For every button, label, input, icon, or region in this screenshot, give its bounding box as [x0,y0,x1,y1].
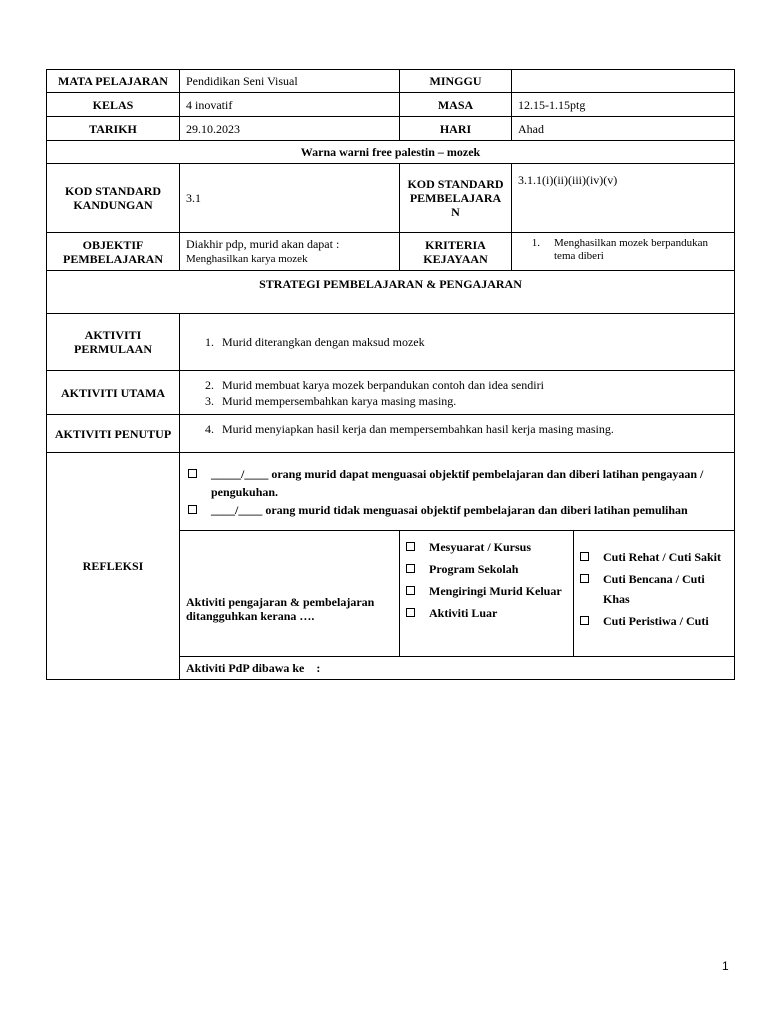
opening-activity-list [192,334,728,350]
checkbox-icon[interactable] [580,574,589,583]
option-disaster-leave: Cuti Bencana / Cuti Khas [580,569,728,609]
postponed-options-col2 [574,531,735,657]
row-class [47,93,735,117]
checkbox-icon[interactable] [188,469,197,478]
page-number: 1 [722,959,729,973]
subject-value: Pendidikan Seni Visual [180,70,400,93]
reflection-label: REFLEKSI [47,453,180,680]
option-meeting: Mesyuarat / Kursus [406,537,567,557]
objective-label: OBJEKTIF PEMBELAJARAN [47,233,180,271]
opening-activity-cell [180,314,735,371]
subject-label: MATA PELAJARAN [47,70,180,93]
row-strategy-heading [47,271,735,314]
checkbox-icon[interactable] [580,616,589,625]
learning-standard-value: 3.1.1(i)(ii)(iii)(iv)(v) [512,164,735,233]
option-leave-sick: Cuti Rehat / Cuti Sakit [580,547,728,567]
class-value: 4 inovatif [180,93,400,117]
time-label: MASA [400,93,512,117]
week-label: MINGGU [400,70,512,93]
closing-activity-label: AKTIVITI PENUTUP [47,415,180,453]
checkbox-icon[interactable] [406,564,415,573]
learning-standard-label: KOD STANDARD PEMBELAJARA N [400,164,512,233]
checkbox-icon[interactable] [406,586,415,595]
option-escort-students: Mengiringi Murid Keluar [406,581,567,601]
objective-line-1: Diakhir pdp, murid akan dapat : [186,237,340,251]
list-item: 1. Murid diterangkan dengan maksud mozek [205,335,425,349]
option-school-program: Program Sekolah [406,559,567,579]
objective-line-2: Menghasilkan karya mozek [186,253,308,265]
class-label: KELAS [47,93,180,117]
closing-activity-cell [180,415,735,453]
checkbox-icon[interactable] [406,542,415,551]
carried-over-label: Aktiviti PdP dibawa ke : [180,657,735,680]
row-closing-activity [47,415,735,453]
main-activity-cell [180,371,735,415]
topic-title: Warna warni free palestin – mozek [47,141,735,164]
criteria-cell [512,233,735,271]
list-item: 3. Murid mempersembahkan karya masing masing. [205,393,457,408]
main-activity-label: AKTIVITI UTAMA [47,371,180,415]
main-activity-list [192,377,728,409]
day-label: HARI [400,117,512,141]
row-standards [47,164,735,233]
row-reflection-mastery [47,453,735,531]
reflection-line-mastered: _____/____ orang murid dapat menguasai objektif pembelajaran dan diberi latihan pengayaan / pengukuhan. [188,465,728,501]
row-opening-activity [47,314,735,371]
postponed-label: Aktiviti pengajaran & pembelajaran ditangguhkan kerana …. [180,531,400,657]
list-item: 2. Murid membuat karya mozek berpandukan contoh dan idea sendiri [205,377,544,392]
reflection-line-not-mastered: ____/____ orang murid tidak menguasai objektif pembelajaran dan diberi latihan pemulihan [188,501,728,519]
content-standard-label: KOD STANDARD KANDUNGAN [47,164,180,233]
date-label: TARIKH [47,117,180,141]
postponed-options-col1 [400,531,574,657]
row-date [47,117,735,141]
strategy-heading: STRATEGI PEMBELAJARAN & PENGAJARAN [47,271,735,314]
row-topic [47,141,735,164]
lesson-plan-table [46,69,735,680]
content-standard-value: 3.1 [180,164,400,233]
week-value [512,70,735,93]
reflection-mastery-cell [180,453,735,531]
list-item: 4. Murid menyiapkan hasil kerja dan mempersembahkan hasil kerja masing masing. [205,422,614,436]
objective-cell [180,233,400,271]
checkbox-icon[interactable] [580,552,589,561]
criteria-label: KRITERIA KEJAYAAN [400,233,512,271]
criteria-number: 1. [531,237,540,249]
checkbox-icon[interactable] [188,505,197,514]
row-subject [47,70,735,93]
time-value: 12.15-1.15ptg [512,93,735,117]
option-occasion-leave: Cuti Peristiwa / Cuti [580,611,728,631]
date-value: 29.10.2023 [180,117,400,141]
day-value: Ahad [512,117,735,141]
row-objectives [47,233,735,271]
closing-activity-list [192,421,728,437]
opening-activity-label: AKTIVITI PERMULAAN [47,314,180,371]
checkbox-icon[interactable] [406,608,415,617]
criteria-text: Menghasilkan mozek berpandukan tema diberi [554,237,708,262]
row-main-activity [47,371,735,415]
option-outside-activity: Aktiviti Luar [406,603,567,623]
